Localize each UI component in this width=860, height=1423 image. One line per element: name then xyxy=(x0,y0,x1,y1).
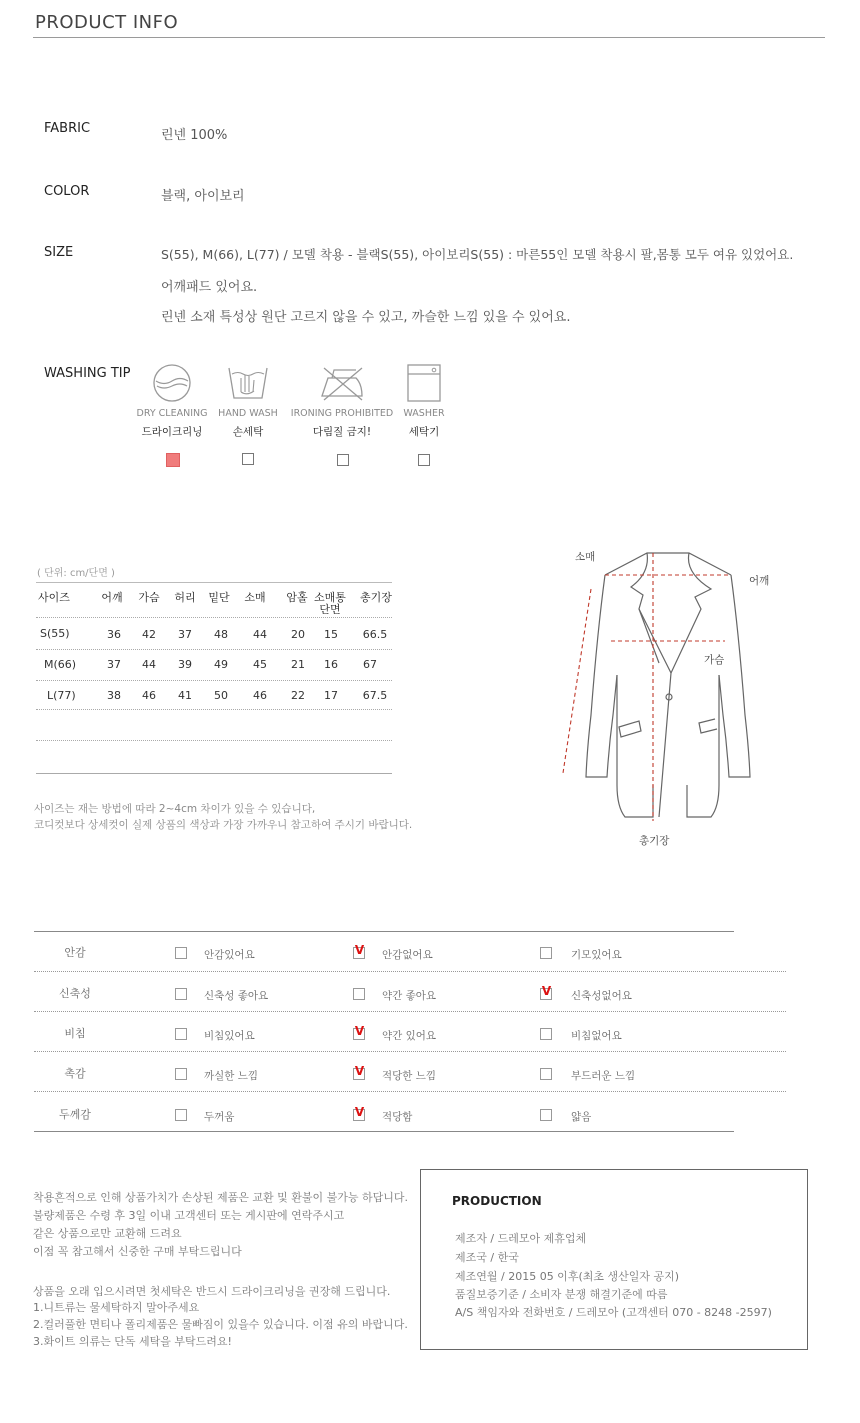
fabric-label: FABRIC xyxy=(44,121,91,136)
feedback-option: 신축성없어요 xyxy=(571,990,632,1002)
production-title: PRODUCTION xyxy=(452,1194,542,1208)
col-header-armhole: 암홀 xyxy=(286,591,308,604)
feedback-row-rule xyxy=(34,971,786,972)
table-cell: 20 xyxy=(291,628,305,641)
feedback-checkbox[interactable] xyxy=(175,947,187,959)
feedback-option: 적당함 xyxy=(382,1111,413,1123)
col-header-length: 총기장 xyxy=(360,591,392,604)
feedback-option: 부드러운 느낌 xyxy=(571,1070,636,1082)
table-cell: 67.5 xyxy=(362,689,388,702)
wash-ko-label: 세탁기 xyxy=(408,426,440,438)
hand-wash-icon xyxy=(227,362,269,404)
care-note: 이점 꼭 참고해서 신중한 구매 부탁드립니다 xyxy=(33,1245,242,1258)
production-line: 제조연월 / 2015 05 이후(최초 생산일자 공지) xyxy=(455,1270,680,1283)
feedback-option: 얇음 xyxy=(571,1111,592,1123)
table-cell: M(66) xyxy=(44,658,77,671)
col-header-sleeve-width: 소매통 단면 xyxy=(314,591,346,616)
feedback-row-rule xyxy=(34,1051,786,1052)
feedback-checkbox[interactable] xyxy=(175,1028,187,1040)
wash-item-washer xyxy=(398,362,450,439)
table-cell: S(55) xyxy=(40,627,70,640)
table-cell: 44 xyxy=(253,628,267,641)
feedback-check-mark: V xyxy=(354,1105,365,1119)
wash-ko-label: 손세탁 xyxy=(232,426,264,438)
table-cell: 16 xyxy=(324,658,338,671)
care-note: 2.컬러풀한 면티나 폴리제품은 물빠짐이 있을수 있습니다. 이점 유의 바랍니다. xyxy=(33,1318,408,1331)
table-cell: 39 xyxy=(178,658,192,671)
wash-item-dry-cleaning xyxy=(131,362,213,439)
wash-en-label: DRY CLEANING xyxy=(136,408,208,419)
table-cell: 44 xyxy=(142,658,156,671)
feedback-option: 적당한 느낌 xyxy=(382,1070,437,1082)
care-note: 3.화이트 의류는 단독 세탁을 부탁드려요! xyxy=(33,1335,232,1348)
table-cell: 46 xyxy=(142,689,156,702)
unit-label: ( 단위: cm/단면 ) xyxy=(37,568,115,579)
feedback-checkbox[interactable] xyxy=(175,1109,187,1121)
care-note: 1.니트류는 물세탁하지 말아주세요 xyxy=(33,1301,200,1314)
diagram-label-chest: 가슴 xyxy=(704,654,725,666)
table-cell: 37 xyxy=(178,628,192,641)
fabric-value: 린넨 100% xyxy=(161,128,228,143)
care-note: 착용흔적으로 인해 상품가치가 손상된 제품은 교환 및 환불이 불가능 하답니다. xyxy=(33,1191,408,1204)
feedback-option: 안감있어요 xyxy=(204,949,255,961)
wash-item-hand-wash xyxy=(212,362,284,439)
col-header-shoulder: 어깨 xyxy=(101,591,123,604)
wash-en-label: HAND WASH xyxy=(218,408,278,419)
jacket-outline-icon xyxy=(586,553,750,817)
page-title: PRODUCT INFO xyxy=(35,12,179,33)
feedback-option: 약간 있어요 xyxy=(382,1030,437,1042)
feedback-label: 촉감 xyxy=(64,1067,86,1080)
table-cell: 67 xyxy=(363,658,377,671)
feedback-label: 신축성 xyxy=(59,987,91,1000)
jacket-diagram xyxy=(555,545,775,835)
feedback-checkbox[interactable] xyxy=(353,988,365,1000)
size-line-1: S(55), M(66), L(77) / 모델 착용 - 블랙S(55), 아이보리S(55) : 마른55인 모델 착용시 팔,몸통 모두 여유 있었어요. xyxy=(161,247,794,262)
size-line-2: 어깨패드 있어요. xyxy=(161,280,258,295)
feedback-check-mark: V xyxy=(354,1064,365,1078)
care-note: 같은 상품으로만 교환해 드려요 xyxy=(33,1227,182,1240)
size-note-2: 코디컷보다 상세컷이 실제 상품의 색상과 가장 가까우니 참고하여 주시기 바랍니다. xyxy=(34,819,413,831)
washer-icon xyxy=(403,362,445,404)
feedback-option: 신축성 좋아요 xyxy=(204,990,269,1002)
table-cell: 36 xyxy=(107,628,121,641)
col-header-sleeve: 소매 xyxy=(244,591,266,604)
feedback-option: 두꺼움 xyxy=(204,1111,235,1123)
dry-cleaning-checkbox[interactable] xyxy=(166,453,180,467)
feedback-label: 두께감 xyxy=(59,1108,91,1121)
feedback-option: 비침있어요 xyxy=(204,1030,255,1042)
wash-item-no-ironing xyxy=(289,362,395,439)
diagram-label-sleeve: 소매 xyxy=(575,551,596,563)
table-cell: 45 xyxy=(253,658,267,671)
table-cell: 50 xyxy=(214,689,228,702)
production-line: 품질보증기준 / 소비자 분쟁 해결기준에 따름 xyxy=(455,1288,668,1301)
table-cell: L(77) xyxy=(47,689,76,702)
feedback-label: 안감 xyxy=(64,946,86,959)
washer-checkbox[interactable] xyxy=(418,454,430,466)
table-cell: 41 xyxy=(178,689,192,702)
feedback-check-mark: V xyxy=(354,1024,365,1038)
feedback-top-rule xyxy=(34,931,734,932)
title-divider xyxy=(33,37,825,38)
feedback-option: 비침없어요 xyxy=(571,1030,622,1042)
wash-ko-label: 드라이크리닝 xyxy=(141,426,203,438)
wash-en-label: WASHER xyxy=(403,408,445,419)
table-cell: 15 xyxy=(324,628,338,641)
table-cell: 21 xyxy=(291,658,305,671)
feedback-checkbox[interactable] xyxy=(540,1109,552,1121)
table-rule xyxy=(36,649,392,650)
table-bottom-rule xyxy=(36,773,392,774)
production-line: 제조자 / 드레모아 제휴업체 xyxy=(455,1232,587,1245)
color-value: 블랙, 아이보리 xyxy=(161,189,245,204)
feedback-check-mark: V xyxy=(541,984,552,998)
feedback-label: 비침 xyxy=(64,1027,86,1040)
care-note: 불량제품은 수령 후 3일 이내 고객센터 또는 게시판에 연락주시고 xyxy=(33,1209,345,1222)
table-cell: 66.5 xyxy=(362,628,388,641)
size-note-1: 사이즈는 재는 방법에 따라 2~4cm 차이가 있을 수 있습니다, xyxy=(34,803,316,815)
measure-lines xyxy=(563,553,731,821)
table-cell: 49 xyxy=(214,658,228,671)
feedback-row-rule xyxy=(34,1011,786,1012)
size-line-3: 린넨 소재 특성상 원단 고르지 않을 수 있고, 까슬한 느낌 있을 수 있어요. xyxy=(161,310,571,325)
no-ironing-checkbox[interactable] xyxy=(337,454,349,466)
table-top-rule xyxy=(36,582,392,583)
diagram-label-length: 총기장 xyxy=(639,835,670,847)
table-cell: 42 xyxy=(142,628,156,641)
washing-label: WASHING TIP xyxy=(44,366,131,381)
table-rule xyxy=(36,709,392,710)
col-header-chest: 가슴 xyxy=(138,591,160,604)
feedback-bottom-rule xyxy=(34,1131,734,1132)
table-cell: 17 xyxy=(324,689,338,702)
feedback-checkbox[interactable] xyxy=(540,947,552,959)
table-rule xyxy=(36,617,392,618)
wash-en-label: IRONING PROHIBITED xyxy=(290,408,394,419)
table-cell: 22 xyxy=(291,689,305,702)
table-rule xyxy=(36,740,392,741)
size-label: SIZE xyxy=(44,245,74,260)
feedback-checkbox[interactable] xyxy=(175,1068,187,1080)
dry-cleaning-icon xyxy=(151,362,193,404)
feedback-option: 까실한 느낌 xyxy=(204,1070,259,1082)
feedback-option: 안감없어요 xyxy=(382,949,433,961)
hand-wash-checkbox[interactable] xyxy=(242,453,254,465)
wash-ko-label: 다림질 금지! xyxy=(312,426,372,438)
table-cell: 38 xyxy=(107,689,121,702)
table-cell: 37 xyxy=(107,658,121,671)
no-ironing-icon xyxy=(316,362,368,404)
table-cell: 48 xyxy=(214,628,228,641)
production-line: A/S 책임자와 전화번호 / 드레모아 (고객센터 070 - 8248 -2597) xyxy=(455,1306,772,1319)
feedback-checkbox[interactable] xyxy=(540,1068,552,1080)
table-cell: 46 xyxy=(253,689,267,702)
feedback-row-rule xyxy=(34,1091,786,1092)
col-header-size: 사이즈 xyxy=(38,591,70,604)
col-header-waist: 허리 xyxy=(174,591,196,604)
table-rule xyxy=(36,680,392,681)
diagram-label-shoulder: 어깨 xyxy=(749,575,770,587)
feedback-option: 약간 좋아요 xyxy=(382,990,437,1002)
col-header-hem: 밑단 xyxy=(208,591,230,604)
production-line: 제조국 / 한국 xyxy=(455,1251,519,1264)
feedback-checkbox[interactable] xyxy=(175,988,187,1000)
feedback-option: 기모있어요 xyxy=(571,949,622,961)
feedback-checkbox[interactable] xyxy=(540,1028,552,1040)
care-note: 상품을 오래 입으시려면 첫세탁은 반드시 드라이크리닝을 권장해 드립니다. xyxy=(33,1285,391,1298)
color-label: COLOR xyxy=(44,184,90,199)
feedback-check-mark: V xyxy=(354,943,365,957)
